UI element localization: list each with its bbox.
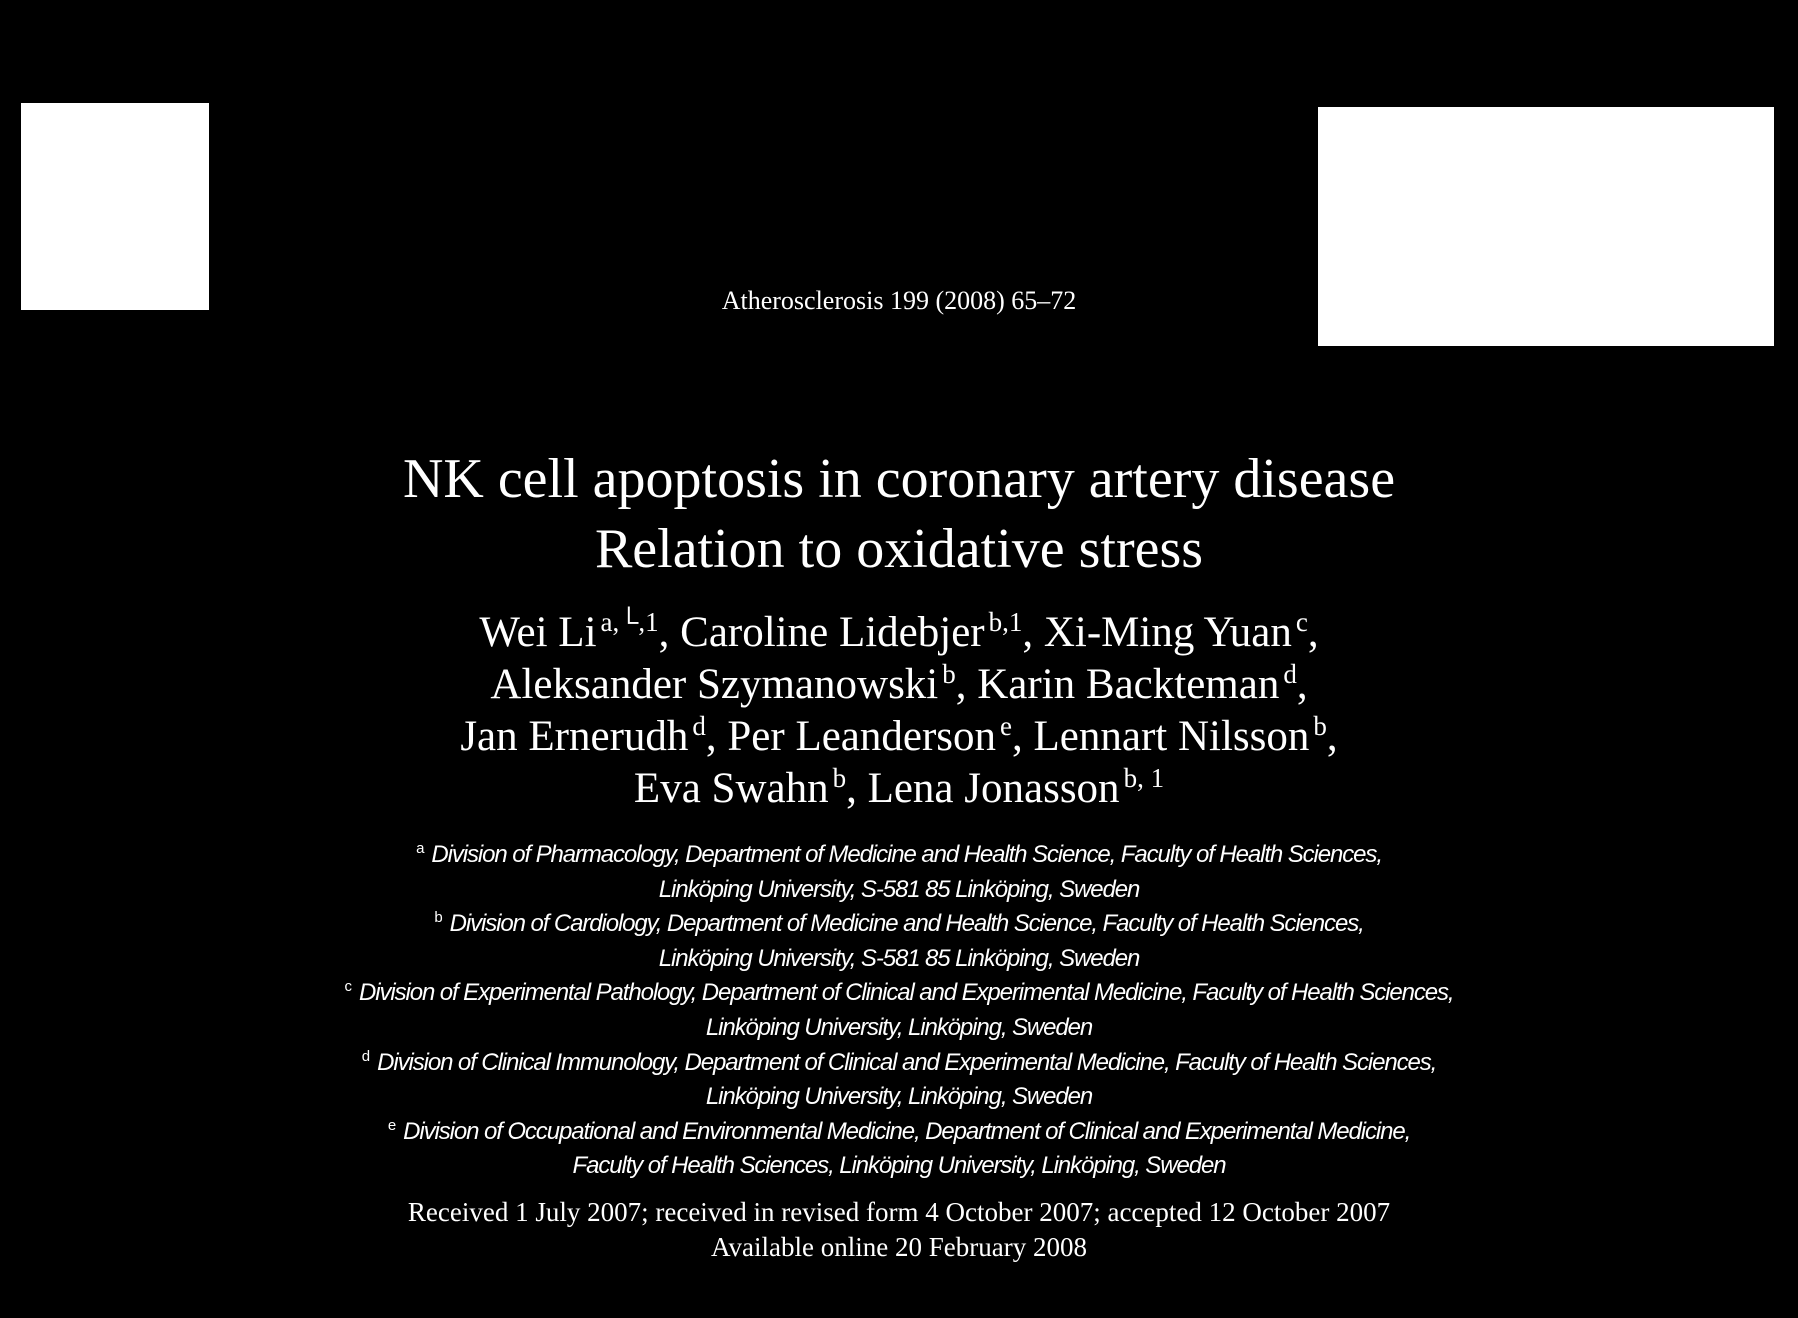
affiliation-line: $^a$ Division of Pharmacology, Department of Medicine and Health Science, Faculty of Health Sciences, [416,840,1382,868]
author-name: Xi-Ming Yuan [1043,609,1292,656]
author-name: Per Leanderson [727,713,997,760]
affiliation-key: b [434,909,443,927]
author-affiliation-mark: c [1295,607,1308,637]
affiliation-line: Linköping University, S-581 85 Linköping, Sweden [658,875,1140,903]
author-name: Lennart Nilsson [1033,713,1310,760]
received-dates: Received 1 July 2007; received in revised form 4 October 2007; accepted 12 October 2007 [407,1197,1391,1227]
author-line-3 [0,711,1798,763]
affiliation-line: Faculty of Health Sciences, Linköping University, Linköping, Sweden [572,1152,1226,1180]
author-separator: , [1307,609,1319,656]
title-line-2: Relation to oxidative stress [594,518,1204,580]
title-line-1: NK cell apoptosis in coronary artery disease [402,448,1396,510]
author-affiliation-mark: b [942,659,956,689]
author-affiliation-mark: b [1313,711,1327,741]
author-line-2 [0,659,1798,711]
author-line-4 [0,763,1798,815]
author-affiliation-mark: e [1000,711,1013,741]
author-separator: , [1012,713,1034,760]
author-separator: , [658,609,681,656]
paper-title [0,444,1798,584]
author-separator: , [705,713,728,760]
online-date: Available online 20 February 2008 [711,1232,1087,1262]
author-separator: , [1326,713,1338,760]
author-separator: , [846,765,868,812]
affiliation-line: $^c$ Division of Experimental Pathology, Department of Clinical and Experimental Medicine, Faculty of Health Sciences, [344,978,1454,1007]
author-separator: , [1296,661,1308,708]
author-affiliation-mark: a,└,1 [600,607,659,637]
affiliation-key: e [387,1116,397,1134]
publisher-logo-placeholder [21,103,209,310]
author-affiliation-mark: b, 1 [1123,763,1165,793]
author-name: Eva Swahn [633,765,829,812]
affiliation-line: Linköping University, S-581 85 Linköping, Sweden [658,944,1140,972]
author-name: Aleksander Szymanowski [490,661,939,708]
author-name: Lena Jonasson [867,765,1120,812]
author-list [0,607,1798,815]
affiliation-key: c [344,978,352,996]
author-name: Jan Ernerudh [460,713,689,760]
author-name: Karin Backteman [977,661,1280,708]
author-name: Caroline Lidebjer [680,609,985,656]
affiliation-line: $^b$ Division of Cardiology, Department of Medicine and Health Science, Faculty of Health Sciences, [434,909,1364,938]
author-affiliation-mark: b,1 [988,607,1023,637]
affiliation-line: $^d$ Division of Clinical Immunology, Department of Clinical and Experimental Medicine, Faculty of Health Sciences, [361,1047,1437,1076]
author-separator: , [955,661,978,708]
affiliation-key: d [361,1047,371,1065]
author-affiliation-mark: d [1283,659,1297,689]
affiliation-key: a [416,840,425,857]
affiliation-list [0,838,1798,1184]
author-name: Wei Li [479,609,597,656]
author-separator: , [1022,609,1044,656]
article-history [0,1195,1798,1265]
affiliation-line: Linköping University, Linköping, Sweden [705,1083,1093,1111]
author-affiliation-mark: d [692,711,706,741]
affiliation-line: $^e$ Division of Occupational and Environmental Medicine, Department of Clinical and Experimental Medicine, [387,1116,1411,1145]
journal-citation: Atherosclerosis 199 (2008) 65–72 [721,286,1077,315]
affiliation-line: Linköping University, Linköping, Sweden [705,1013,1093,1041]
author-line-1 [0,607,1798,659]
author-affiliation-mark: b [832,763,847,793]
